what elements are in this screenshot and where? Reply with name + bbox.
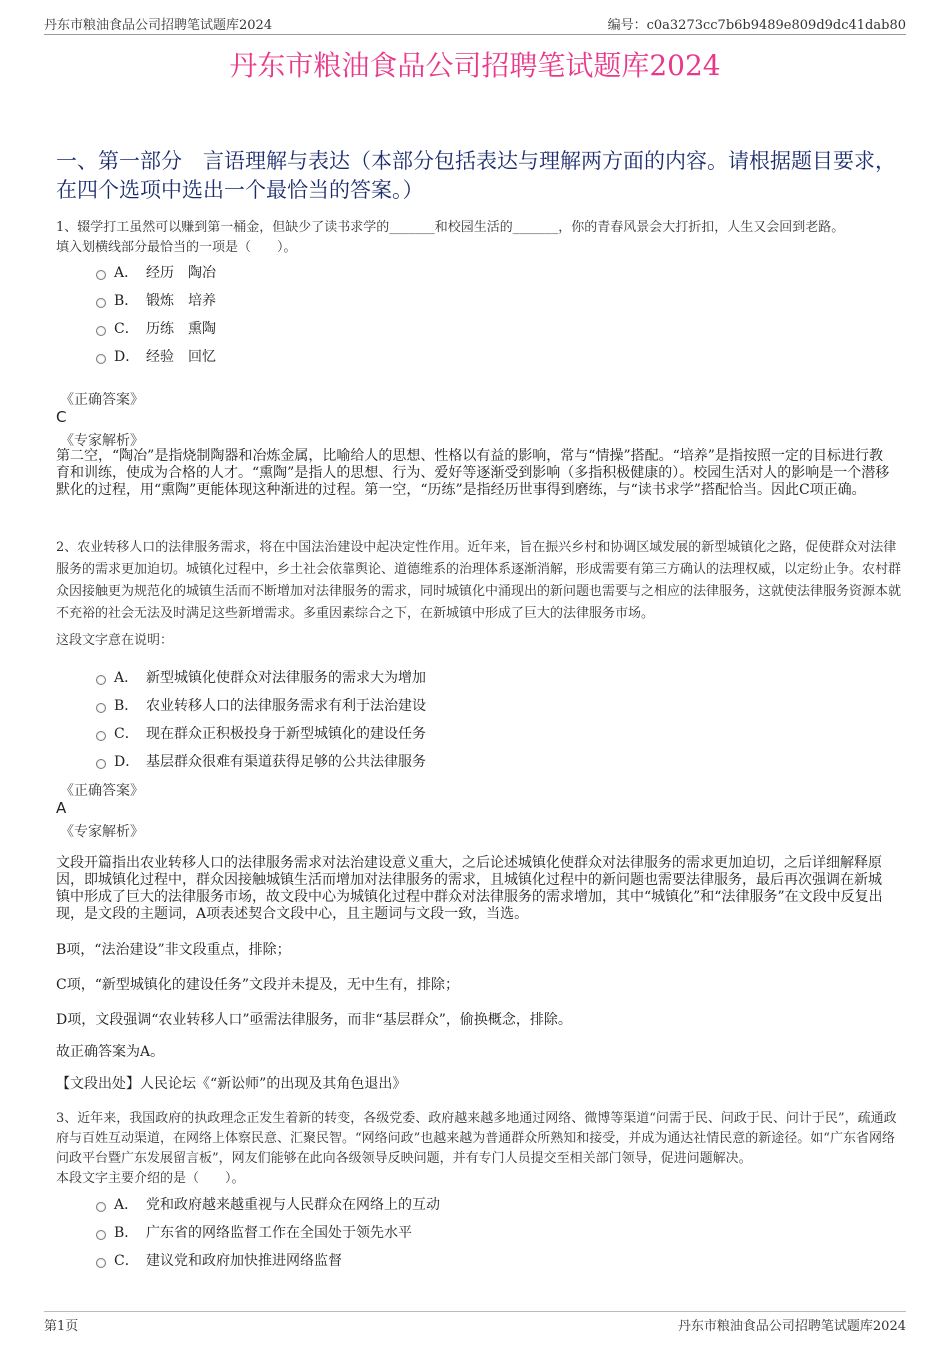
radio-icon[interactable] xyxy=(96,675,106,685)
radio-icon[interactable] xyxy=(96,731,106,741)
q1-analysis: 第二空，“陶冶”是指烧制陶器和冶炼金属，比喻给人的思想、性格以有益的影响，常与“情操”搭配。“培养”是指按照一定的目标进行教育和训练，使成为合格的人才。“熏陶”是指人的思想、行为、爱好等逐渐受到影响（多指积极健康的）。校园生活对人的影响是一个潜移默化的过程，用“熏陶”更能体现这种渐进的过程。第一空，“历练”是指经历世事得到磨练，与“读书求学”搭配恰当。因此C项正确。 xyxy=(56,448,890,498)
radio-icon[interactable] xyxy=(96,326,106,336)
section-heading: 一、第一部分 言语理解与表达（本部分包括表达与理解两方面的内容。请根据题目要求，在四个选项中选出一个最恰当的答案。） xyxy=(56,149,896,202)
q2-option-b[interactable]: B． 农业转移人口的法律服务需求有利于法治建设 xyxy=(96,695,426,715)
q2-option-c[interactable]: C． 现在群众正积极投身于新型城镇化的建设任务 xyxy=(96,723,426,743)
q2-prompt: 这段文字意在说明： xyxy=(56,633,174,648)
radio-icon[interactable] xyxy=(96,1202,106,1212)
q3-prompt: 本段文字主要介绍的是（ ）。 xyxy=(56,1171,245,1186)
header-divider xyxy=(44,34,906,35)
header-title: 丹东市粮油食品公司招聘笔试题库2024 xyxy=(44,18,273,33)
q2-option-a[interactable]: A． 新型城镇化使群众对法律服务的需求大为增加 xyxy=(96,667,426,687)
radio-icon[interactable] xyxy=(96,1258,106,1268)
q2-option-d[interactable]: D． 基层群众很难有渠道获得足够的公共法律服务 xyxy=(96,751,426,771)
q3-option-b[interactable]: B． 广东省的网络监督工作在全国处于领先水平 xyxy=(96,1222,412,1242)
q2-option-b-analysis: B项，“法治建设”非文段重点，排除； xyxy=(56,942,291,958)
radio-icon[interactable] xyxy=(96,298,106,308)
q2-conclusion: 故正确答案为A。 xyxy=(56,1044,165,1060)
q2-analysis-label: 《专家解析》 xyxy=(60,824,144,840)
q2-stem: 2、农业转移人口的法律服务需求，将在中国法治建设中起决定性作用。近年来，旨在振兴乡村和协调区域发展的新型城镇化之路，促使群众对法律服务的需求更加迫切。城镇化过程中，乡土社会依靠舆论、道德维系的治理体系逐渐消解，形成需要有第三方确认的法理权威，以定纷止争。农村群众因接触更为规范化的城镇生活而不断增加对法律服务的需求，同时城镇化中涌现出的新问题也需要与之相应的法律服务，这就使法律服务资源本就不充裕的社会无法及时满足这些新增需求。多重因素综合之下，在新城镇中形成了巨大的法律服务市场。 xyxy=(56,540,902,621)
q2-option-c-analysis: C项，“新型城镇化的建设任务”文段并未提及，无中生有，排除； xyxy=(56,977,460,993)
q2-answer: A xyxy=(56,799,67,817)
q2-option-d-analysis: D项，文段强调“农业转移人口”亟需法律服务，而非“基层群众”，偷换概念，排除。 xyxy=(56,1012,572,1028)
q3-stem: 3、近年来，我国政府的执政理念正发生着新的转变，各级党委、政府越来越多地通过网络、微博等渠道“问需于民、问政于民、问计于民”，疏通政府与百姓互动渠道，在网络上体察民意、汇聚民智。“网络问政”也越来越为普通群众所熟知和接受，并成为通达社情民意的新途径。如“广东省网络问政平台暨广东发展留言板”，网友们能够在此向各级领导反映问题，并有专门人员提交至相关部门领导，促进问题解决。 xyxy=(56,1111,897,1166)
radio-icon[interactable] xyxy=(96,270,106,280)
q1-stem-line1: 1、辍学打工虽然可以赚到第一桶金，但缺少了读书求学的_______和校园生活的_______，你的青春风景会大打折扣，人生又会回到老路。 xyxy=(56,220,845,235)
q1-analysis-label: 《专家解析》 xyxy=(60,433,144,449)
page-number: 第1页 xyxy=(44,1319,79,1334)
radio-icon[interactable] xyxy=(96,703,106,713)
radio-icon[interactable] xyxy=(96,759,106,769)
q2-analysis: 文段开篇指出农业转移人口的法律服务需求对法治建设意义重大，之后论述城镇化使群众对法律服务的需求更加迫切，之后详细解释原因，即城镇化过程中，群众因接触城镇生活而增加对法律服务的需求，且城镇化过程中的新问题也需要法律服务，最后再次强调在新城镇中形成了巨大的法律服务市场，故文段中心为城镇化过程中群众对法律服务的需求增加，其中“城镇化”和“法律服务”在文段中反复出现，是文段的主题词，A项表述契合文段中心，且主题词与文段一致，当选。 xyxy=(56,855,883,922)
q1-option-c[interactable]: C． 历练 熏陶 xyxy=(96,318,216,338)
page-title: 丹东市粮油食品公司招聘笔试题库2024 xyxy=(229,49,721,82)
q1-option-a[interactable]: A． 经历 陶冶 xyxy=(96,262,216,282)
footer-title: 丹东市粮油食品公司招聘笔试题库2024 xyxy=(677,1319,906,1334)
radio-icon[interactable] xyxy=(96,1230,106,1240)
q1-option-b[interactable]: B． 锻炼 培养 xyxy=(96,290,216,310)
q3-option-a[interactable]: A． 党和政府越来越重视与人民群众在网络上的互动 xyxy=(96,1194,440,1214)
q2-source: 【文段出处】人民论坛《“新讼师”的出现及其角色退出》 xyxy=(56,1076,407,1092)
q1-stem xyxy=(56,218,906,258)
radio-icon[interactable] xyxy=(96,354,106,364)
q3-option-c[interactable]: C． 建议党和政府加快推进网络监督 xyxy=(96,1250,342,1270)
q2-answer-label: 《正确答案》 xyxy=(60,783,144,799)
q1-stem-line2: 填入划横线部分最恰当的一项是（ ）。 xyxy=(56,240,297,255)
q1-answer: C xyxy=(56,408,67,426)
header-doc-id: 编号：c0a3273cc7b6b9489e809d9dc41dab80 xyxy=(607,18,906,33)
q1-option-d[interactable]: D． 经验 回忆 xyxy=(96,346,216,366)
q1-answer-label: 《正确答案》 xyxy=(60,392,144,408)
footer-divider xyxy=(44,1311,906,1312)
